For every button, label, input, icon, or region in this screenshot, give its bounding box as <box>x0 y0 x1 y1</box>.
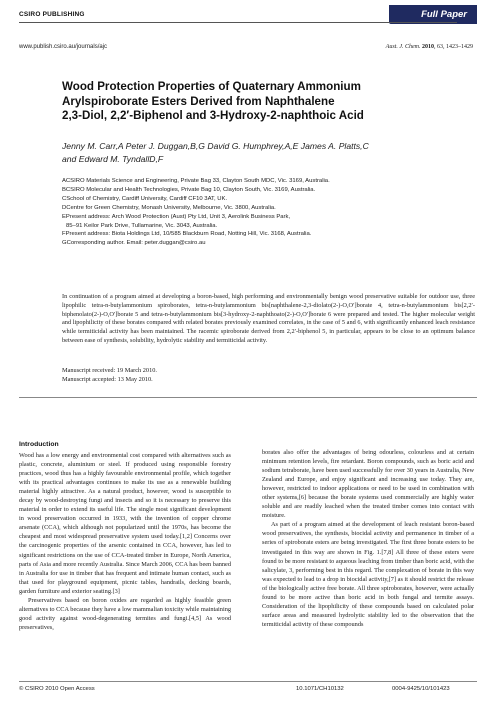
footer-issn: 0004-9425/10/101423 <box>392 686 450 692</box>
article-title <box>62 80 462 124</box>
affiliation: BCSIRO Molecular and Health Technologies, Private Bag 10, Clayton South, Vic. 3169, Australia. <box>62 186 316 193</box>
affiliations <box>62 177 472 248</box>
affiliation: FPresent address: Biota Holdings Ltd, 10/585 Blackburn Road, Notting Hill, Vic. 3168, Australia. <box>62 231 312 238</box>
article-type-label: Full Paper <box>421 9 467 20</box>
accepted-date: Manuscript accepted: 13 May 2010. <box>62 376 153 383</box>
affiliation: 85–91 Keilor Park Drive, Tullamarine, Vic. 3043, Australia. <box>66 222 218 229</box>
citation-volume-pages: , 63, 1423–1429 <box>434 44 473 50</box>
affiliation: DCentre for Green Chemistry, Monash University, Melbourne, Vic. 3800, Australia. <box>62 204 276 211</box>
corresponding-author: GCorresponding author. Email: peter.duggan@csiro.au <box>62 240 206 247</box>
header-rule <box>19 22 457 23</box>
section-rule <box>19 397 477 398</box>
publisher-name: CSIRO PUBLISHING <box>19 11 85 18</box>
citation-year: 2010 <box>422 44 434 50</box>
title-line: Wood Protection Properties of Quaternary Ammonium <box>62 80 361 93</box>
footer-rule <box>19 681 477 682</box>
paragraph: borates also offer the advantages of being odourless, colourless and at certain minimum retention levels, fire retardant. Boron compounds, such as boric acid and sodium tetraborate, have been used successfully for over 30 years in Australia, New Zealand and Europe, and enjoy significant and increasing use today. They are, however, restricted to indoor applications or need to be used in combination with other systems,[6] because the borate systems used commercially are highly water soluble and are readily leached when the treated timber comes into contact with moisture. <box>262 449 474 520</box>
manuscript-dates <box>62 366 157 384</box>
author-line: and Edward M. TyndallD,F <box>62 153 164 164</box>
affiliation: ACSIRO Materials Science and Engineering, Private Bag 33, Clayton South MDC, Vic. 3169, Australia. <box>62 178 330 184</box>
author-line: Jenny M. Carr,A Peter J. Duggan,B,G David G. Humphrey,A,E James A. Platts,C <box>62 141 369 151</box>
title-line: 2,3-Diol, 2,2′-Biphenol and 3-Hydroxy-2-naphthoic Acid <box>62 109 364 122</box>
title-line: Arylspiroborate Esters Derived from Naphthalene <box>62 94 335 108</box>
received-date: Manuscript received: 19 March 2010. <box>62 367 157 374</box>
affiliation: EPresent address: Arch Wood Protection (Aust) Pty Ltd, Unit 3, Aerolink Business Park, <box>62 213 291 220</box>
affiliation: CSchool of Chemistry, Cardiff University, Cardiff CF10 3AT, UK. <box>62 195 228 202</box>
journal-url[interactable]: www.publish.csiro.au/journals/ajc <box>19 44 108 50</box>
footer-copyright: © CSIRO 2010 Open Access <box>19 686 95 692</box>
paragraph: Preservatives based on boron oxides are regarded as highly feasible green alternatives to CCA because they have a low mammalian toxicity while maintaining good activity against wood-degenerating termites and fungi.[4,5] As wood preservatives, <box>19 596 231 631</box>
section-heading-introduction: Introduction <box>19 441 59 448</box>
paragraph: As part of a program aimed at the development of leach resistant boron-based wood preservatives, the synthesis, biocidal activity and permanence in timber of a series of spiroborate esters are being investigated. The first three borate esters to be investigated in this way are shown in Fig. 1.[7,8] All three of these esters were found to be more resistant to aqueous leaching from timber than boric acid, with the salicylate, 3, performing best in this regard. The complexation of borate in this way was expected to lead to a drop in biocidal activity,[7] as it should restrict the release of the biologically active free borate. All three spiroborates, however, were actually found to be more active than boric acid in both fungal and termite assays. Consideration of the lipophilicity of these compounds based on calculated polar surface areas and measured hydrolytic stability led to the observation that the termiticidal activity of these compounds <box>262 521 474 628</box>
abstract: In continuation of a program aimed at developing a boron-based, high performing and environmentally benign wood preservative suitable for outdoor use, three lipophilic tetra-n-butylammonium spiroborates, tetra-n-butylammonium bis[naphthalene-2,3-diolato(2-)-O,O′]borate 4, tetra-n-butylammonium bis[2,2′-biphenolato(2-)-O,O′]borate 5 and tetra-n-butylammonium bis[3-hydroxy-2-naphthoato(2-)-O,O′]borate 6 were prepared and tested. The higher molecular weight and lipophilicity of these borates compared with related borates previously examined correlates, in the case of 5 and 6, with significantly enhanced leach resistance while termiticidal activity has been maintained. The racemic spiroborate derived from 2,2′-biphenol 5, in particular, appears to be close to an optimum balance between ease of synthesis, solubility, hydrolytic stability and termiticidal activity. <box>62 293 475 344</box>
body-column-right <box>262 448 474 629</box>
body-column-left <box>19 441 231 632</box>
journal-citation <box>330 44 473 50</box>
citation-journal: Aust. J. Chem. <box>385 44 421 50</box>
author-list <box>62 140 462 165</box>
paragraph: Wood has a low energy and environmental cost compared with alternatives such as plastic, concrete, aluminium or steel. If produced using responsible forestry practices, wood thus has a highly favourable environmental profile, which together with its practical advantages continues to make its use as a renewable building material highly attractive. As a natural product, however, wood is susceptible to decay by wood-destroying fungi and insects and so it is necessary to preserve this material in order to extend its useful life. The single most significant development in wood preservation occurred in 1933, with the invention of copper chrome arsenate (CCA), which although not popularized until the 1970s, has become the cheapest and most widespread preservative system used today.[1,2] Concerns over the carcinogenic properties of the arsenic contained in CCA, however, has led to significant restrictions on the use of CCA-treated timber in Europe, North America, parts of Asia and more recently Australia. Since March 2006, CCA has been banned in Australia for use in timber that has frequent and intimate human contact, such as that used for playground equipment, picnic tables, handrails, decking boards, garden furniture and exterior seating.[3] <box>19 452 231 595</box>
footer-doi[interactable]: 10.1071/CH10132 <box>296 686 344 692</box>
